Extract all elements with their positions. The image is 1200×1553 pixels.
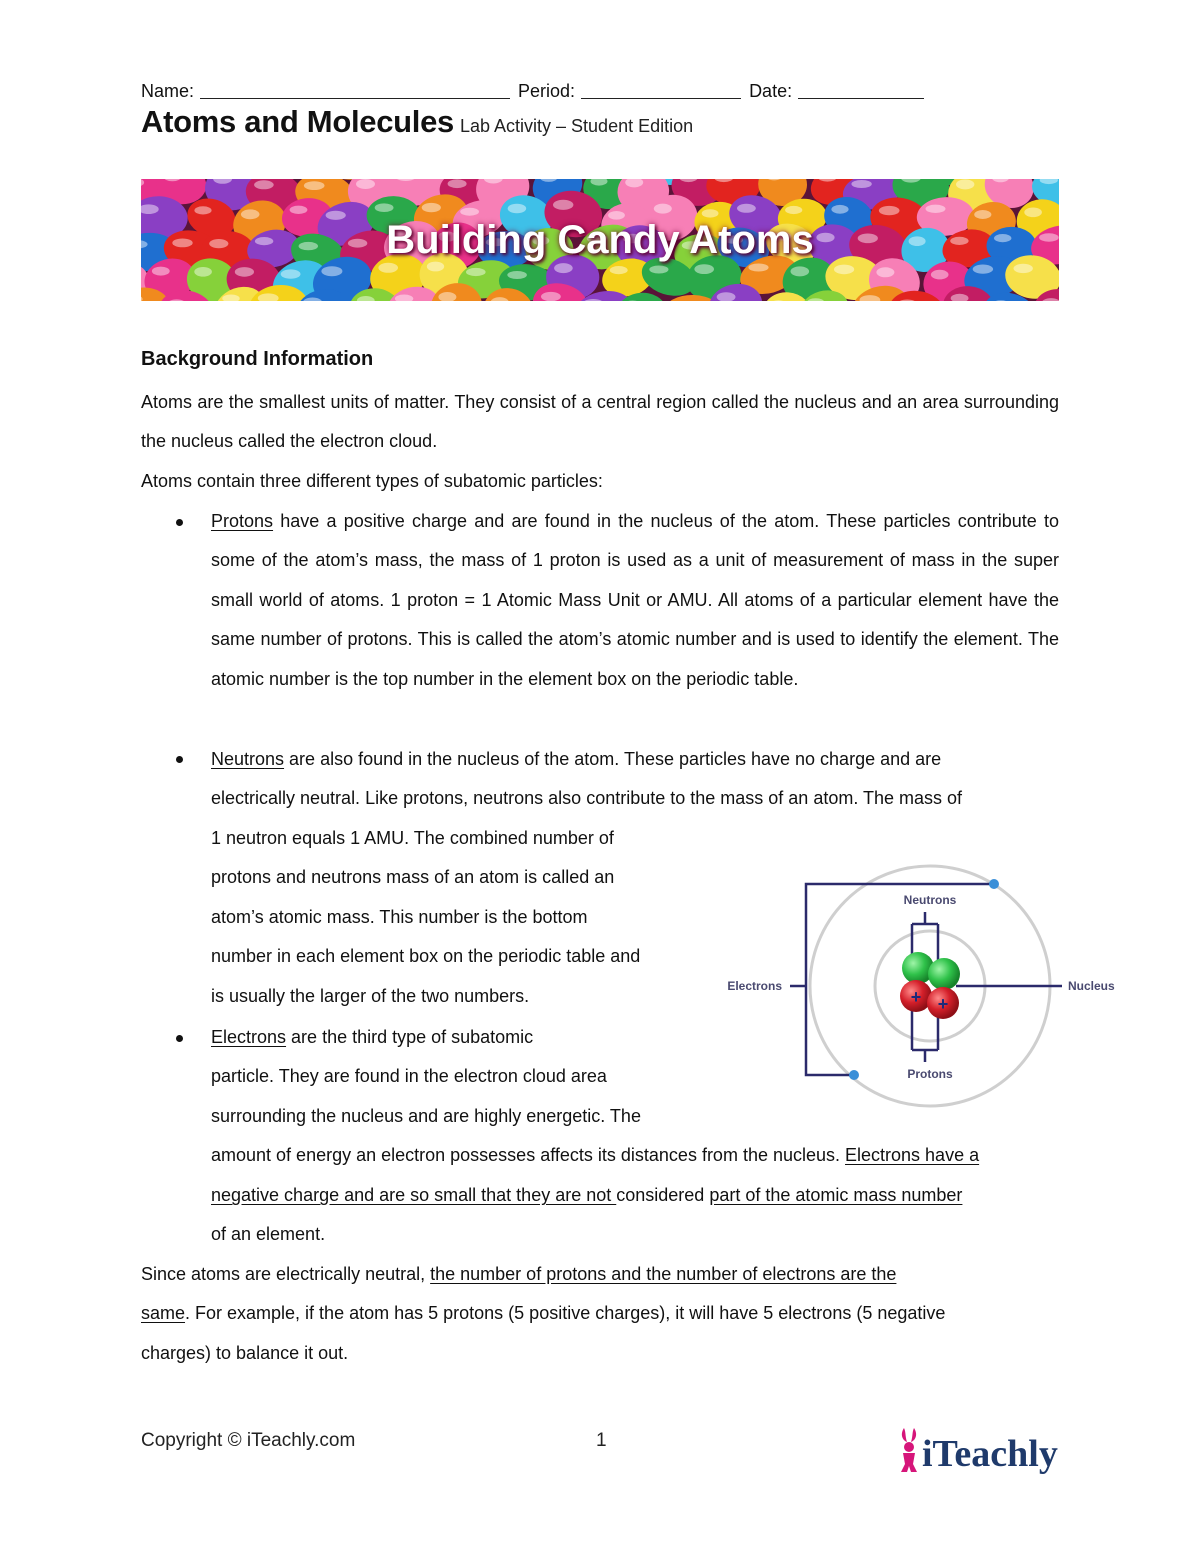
electron-icon <box>989 879 999 889</box>
banner <box>141 179 1059 301</box>
atom-diagram <box>722 862 1122 1112</box>
title-subtitle: Lab Activity – Student Edition <box>459 116 694 136</box>
closing-underlined-2: same <box>141 1303 186 1323</box>
proton-plus-sign: + <box>937 994 949 1014</box>
neutrons-line-7: is usually the larger of the two numbers. <box>211 986 530 1006</box>
closing-underlined-1: the number of protons and the number of electrons are the <box>430 1264 897 1284</box>
types-line: Atoms contain three different types of subatomic particles: <box>141 471 603 491</box>
neutrons-line-4: protons and neutrons mass of an atom is called an <box>211 867 615 887</box>
date-field[interactable] <box>798 80 924 99</box>
neutrons-line-3: 1 neutron equals 1 AMU. The combined number of <box>211 828 614 848</box>
nucleus-label: Nucleus <box>1068 979 1115 993</box>
logo-wordmark: iTeachly <box>922 1433 1058 1475</box>
electrons-line5-underlined-a: negative charge and are so small that they are not <box>211 1185 617 1205</box>
neutrons-line-5: atom’s atomic mass. This number is the bottom <box>211 907 588 927</box>
neutrons-term: Neutrons <box>211 749 285 769</box>
neutrons-label: Neutrons <box>903 893 957 907</box>
name-label: Name: <box>141 81 195 101</box>
neutron-icon <box>928 958 960 990</box>
footer-copyright: Copyright © iTeachly.com <box>141 1430 356 1451</box>
closing-line-3: charges) to balance it out. <box>141 1343 349 1363</box>
electron-icon <box>849 1070 859 1080</box>
closing-plain-2: . For example, if the atom has 5 protons (5 positive charges), it will have 5 electrons (5 negative <box>185 1303 946 1323</box>
neutrons-text-a: are also found in the nucleus of the atom. These particles have no charge and are <box>284 749 942 769</box>
electrons-label: Electrons <box>727 979 782 993</box>
title-main: Atoms and Molecules <box>141 104 454 139</box>
bullet-icon <box>176 756 183 763</box>
protons-text: have a positive charge and are found in the nucleus of the atom. These particles contribute to some of the atom’s mass, the mass of 1 proton is used as a unit of measurement of mass in the super small world of atoms. 1 proton = 1 Atomic Mass Unit or AMU. All atoms of a particular element have the same number of protons. This is called the atom’s atomic number and is used to identify the element. The atomic number is the top number in the element box on the periodic table. <box>211 511 1059 689</box>
electrons-line-5 <box>211 1176 962 1215</box>
closing-line-1 <box>141 1255 896 1294</box>
electrons-term: Electrons <box>211 1027 287 1047</box>
bullet-icon <box>176 519 183 526</box>
banner-title: Building Candy Atoms <box>386 217 814 262</box>
electrons-line5-plain: considered <box>616 1185 710 1205</box>
protons-paragraph <box>211 502 1059 699</box>
header-fields <box>141 72 961 102</box>
electrons-line4-plain: amount of energy an electron possesses affects its distances from the nucleus. <box>211 1145 846 1165</box>
closing-line-2 <box>141 1294 945 1333</box>
electrons-line1-rest: are the third type of subatomic <box>286 1027 534 1047</box>
date-label: Date: <box>749 81 793 101</box>
electrons-line-6: of an element. <box>211 1224 326 1244</box>
page-number: 1 <box>596 1430 607 1451</box>
electrons-line-4 <box>211 1136 979 1175</box>
electrons-line-3: surrounding the nucleus and are highly energetic. The <box>211 1106 641 1126</box>
period-label: Period: <box>518 81 576 101</box>
name-field[interactable] <box>200 80 510 99</box>
bullet-icon <box>176 1035 183 1042</box>
protons-term: Protons <box>211 511 274 531</box>
proton-plus-sign: + <box>910 987 922 1007</box>
neutrons-line-1 <box>211 740 1059 779</box>
iteachly-logo <box>896 1424 1086 1480</box>
rabbit-logo-icon <box>901 1428 917 1472</box>
neutrons-line-2: electrically neutral. Like protons, neutrons also contribute to the mass of an atom. The mass of <box>211 788 963 808</box>
electrons-line5-underlined-b: part of the atomic mass number <box>709 1185 963 1205</box>
document-title <box>141 104 693 148</box>
protons-label: Protons <box>907 1067 953 1081</box>
period-field[interactable] <box>581 80 741 99</box>
electrons-line-2: particle. They are found in the electron cloud area <box>211 1066 607 1086</box>
closing-plain-1: Since atoms are electrically neutral, <box>141 1264 431 1284</box>
neutrons-line-6: number in each element box on the periodic table and <box>211 946 641 966</box>
electrons-line4-underlined: Electrons have a <box>845 1145 980 1165</box>
intro-paragraph: Atoms are the smallest units of matter. They consist of a central region called the nucleus and an area surrounding the nucleus called the electron cloud. <box>141 392 1059 452</box>
section-heading: Background Information <box>141 348 374 370</box>
electrons-line-1 <box>211 1018 533 1057</box>
